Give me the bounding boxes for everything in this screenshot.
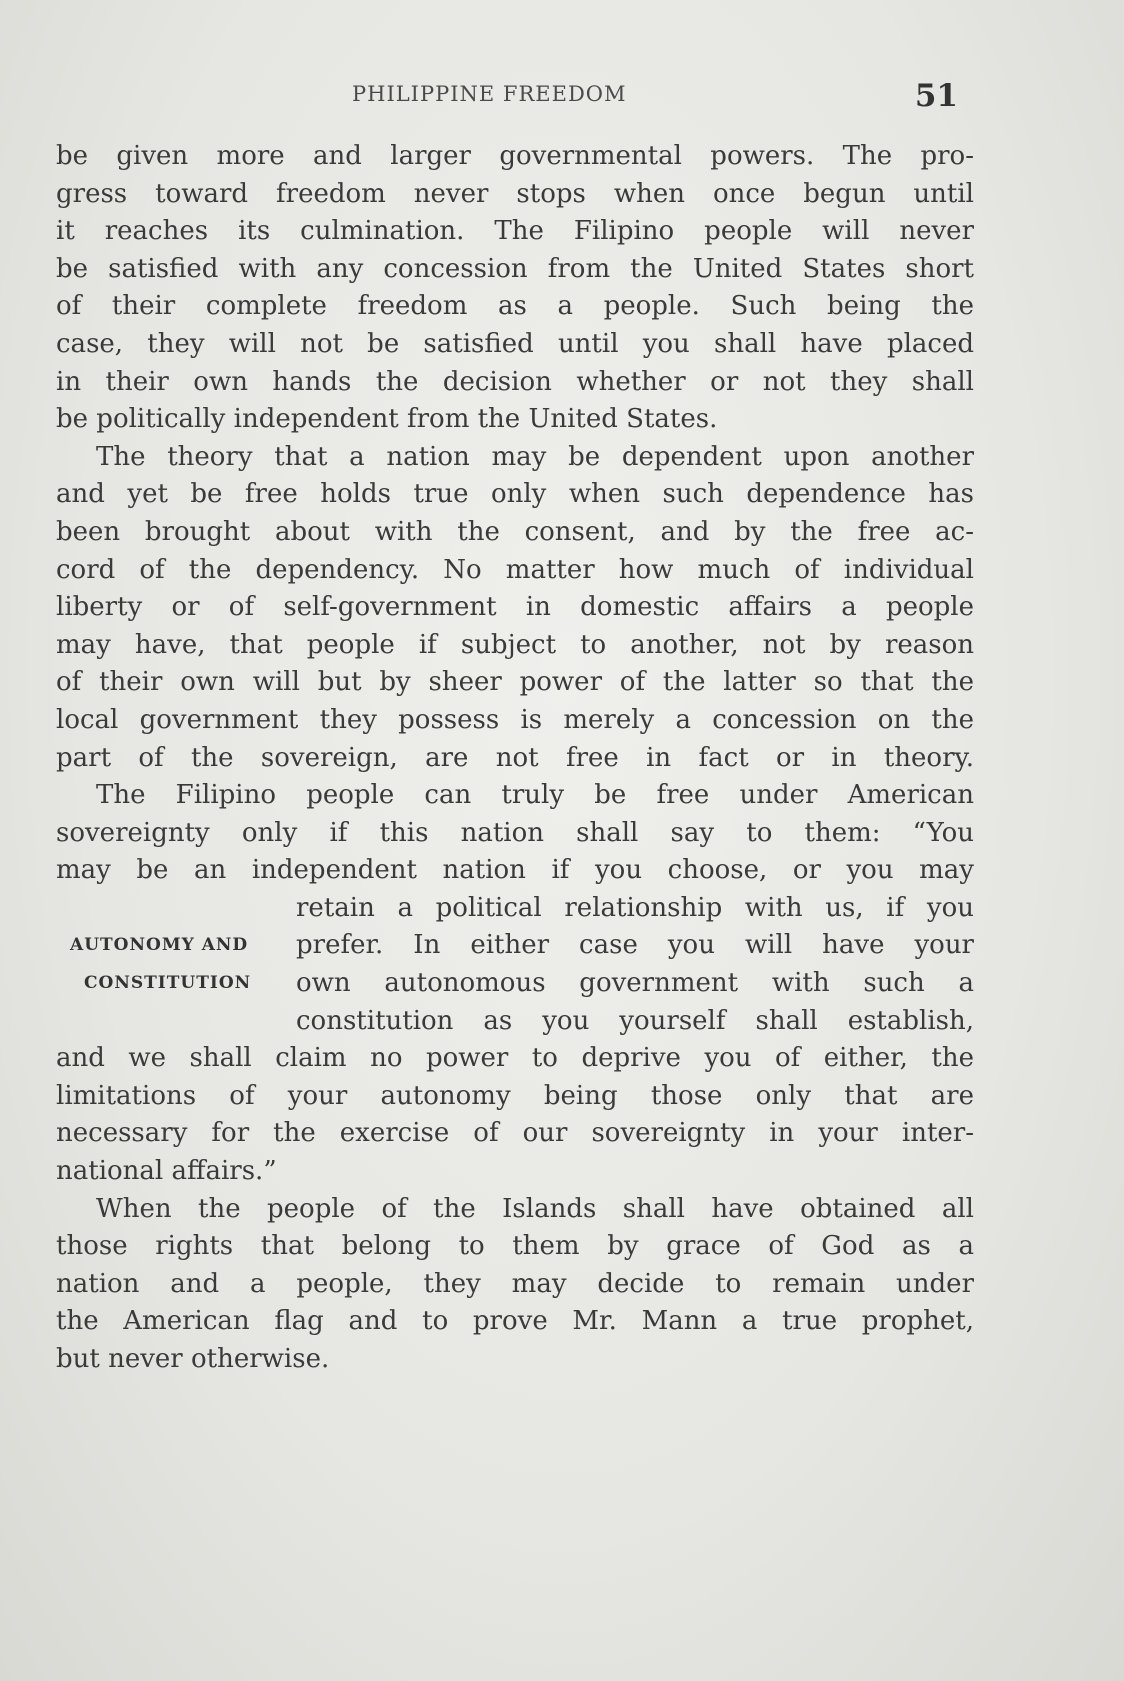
paragraph xyxy=(56,439,974,777)
text-line: and yet be free holds true only when such dependence has xyxy=(56,479,974,510)
sidenote-section xyxy=(56,890,974,1040)
text-line: the American flag and to prove Mr. Mann a true prophet, xyxy=(56,1306,974,1337)
text-line: part of the sovereign, are not free in fact or in theory. xyxy=(56,742,974,773)
text-line: may be an independent nation if you choose, or you may xyxy=(56,855,974,886)
text-line: sovereignty only if this nation shall say to them: “You xyxy=(56,817,974,848)
text-line: The theory that a nation may be dependent upon another xyxy=(96,441,974,472)
sidenote-line: CONSTITUTION xyxy=(84,973,252,994)
text-line: prefer. In either case you will have your xyxy=(296,930,974,961)
text-line: limitations of your autonomy being those only that are xyxy=(56,1080,974,1111)
text-line: constitution as you yourself shall establish, xyxy=(296,1005,974,1036)
text-line: national affairs.” xyxy=(56,1156,277,1187)
text-line: and we shall claim no power to deprive you of either, the xyxy=(56,1043,974,1074)
body-text xyxy=(56,138,974,1379)
text-line: in their own hands the decision whether or not they shall xyxy=(56,366,974,397)
text-line: be politically independent from the United States. xyxy=(56,404,718,435)
text-line: gress toward freedom never stops when once begun until xyxy=(56,178,974,209)
text-line: be satisfied with any concession from the United States short xyxy=(56,253,974,284)
running-head: PHILIPPINE FREEDOM xyxy=(352,82,627,106)
page-header xyxy=(56,78,956,118)
text-line: cord of the dependency. No matter how much of individual xyxy=(56,554,974,585)
text-line: of their complete freedom as a people. Such being the xyxy=(56,291,974,322)
text-line: of their own will but by sheer power of the latter so that the xyxy=(56,667,974,698)
text-line: but never otherwise. xyxy=(56,1344,330,1374)
text-line: liberty or of self-government in domestic affairs a people xyxy=(56,592,974,623)
sidenote-line: AUTONOMY AND xyxy=(70,935,249,956)
text-line: be given more and larger governmental powers. The pro- xyxy=(56,141,974,171)
margin-sidenote xyxy=(70,927,290,1002)
text-line: own autonomous government with such a xyxy=(296,968,974,999)
paragraph xyxy=(56,138,974,439)
text-line: those rights that belong to them by grace of God as a xyxy=(56,1231,974,1262)
text-line: When the people of the Islands shall have obtained all xyxy=(96,1193,974,1224)
text-line: nation and a people, they may decide to remain under xyxy=(56,1268,974,1299)
text-line: may have, that people if subject to another, not by reason xyxy=(56,629,974,660)
paragraph xyxy=(56,1191,974,1379)
text-line: case, they will not be satisfied until you shall have placed xyxy=(56,328,974,359)
text-line: The Filipino people can truly be free under American xyxy=(96,780,974,811)
text-line: necessary for the exercise of our sovereignty in your inter- xyxy=(56,1118,974,1149)
text-line: it reaches its culmination. The Filipino people will never xyxy=(56,216,974,247)
text-line: retain a political relationship with us, if you xyxy=(296,892,974,923)
text-line: been brought about with the consent, and by the free ac- xyxy=(56,516,974,547)
page-number: 51 xyxy=(914,78,958,114)
paragraph xyxy=(56,777,974,1191)
text-line: local government they possess is merely a concession on the xyxy=(56,704,974,735)
